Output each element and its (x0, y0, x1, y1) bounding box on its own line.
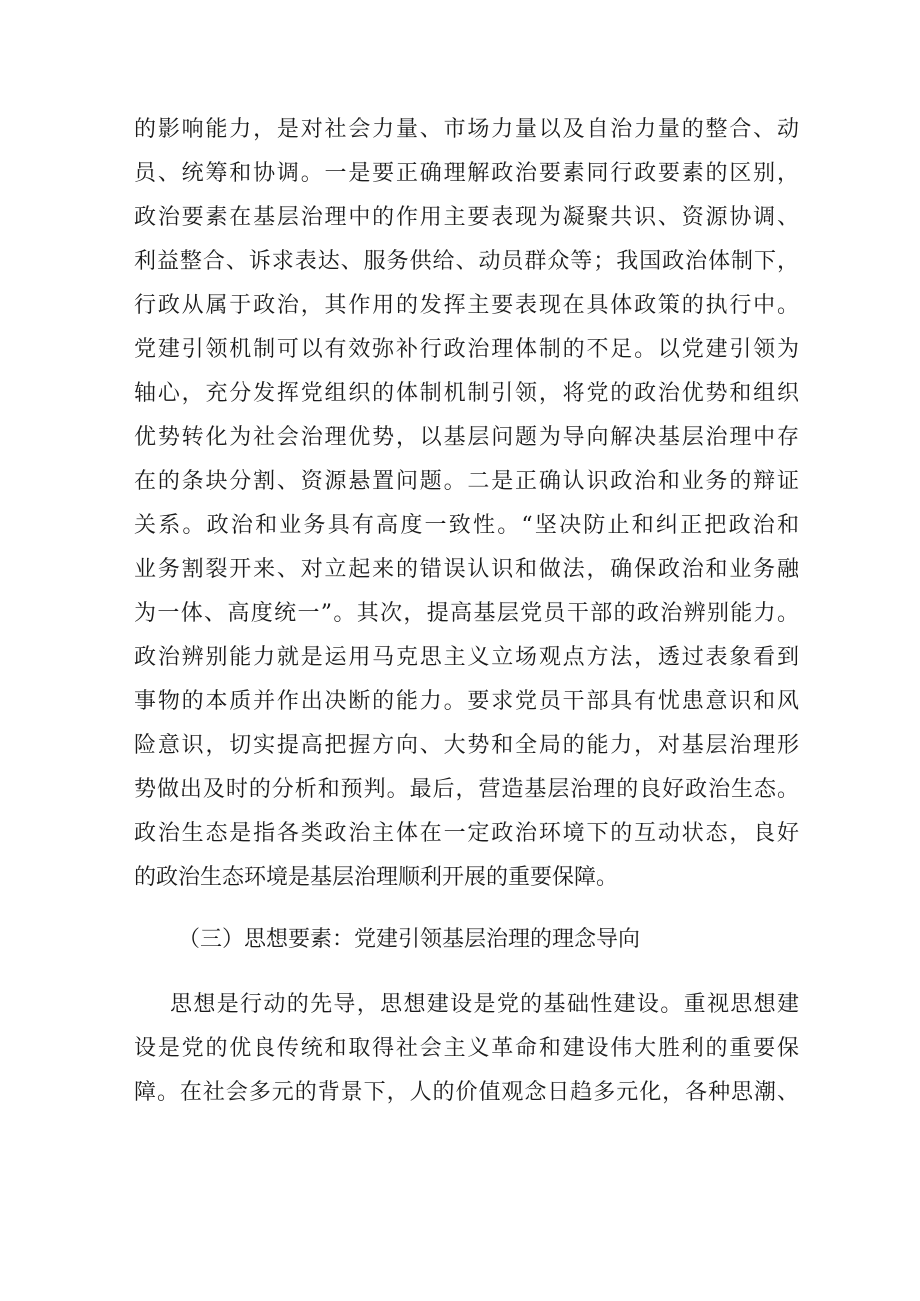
paragraph-1-line-7: 轴心，充分发挥党组织的体制机制引领，将党的政治优势和组织 (134, 381, 799, 406)
paragraph-2-line-3: 障。在社会多元的背景下，人的价值观念日趋多元化，各种思潮、 (134, 1080, 799, 1105)
paragraph-1-line-9: 在的条块分割、资源悬置问题。二是正确认识政治和业务的辩证 (134, 469, 799, 494)
paragraph-1-line-5: 行政从属于政治，其作用的发挥主要表现在具体政策的执行中。 (134, 293, 799, 318)
paragraph-1-line-12: 为一体、高度统一”。其次，提高基层党员干部的政治辨别能力。 (134, 601, 799, 626)
paragraph-2-line-1: 思想是行动的先导，思想建设是党的基础性建设。重视思想建 (170, 992, 799, 1017)
paragraph-1-line-14: 事物的本质并作出决断的能力。要求党员干部具有忧患意识和风 (134, 689, 799, 714)
paragraph-1-line-3: 政治要素在基层治理中的作用主要表现为凝聚共识、资源协调、 (134, 205, 799, 230)
paragraph-1-line-8: 优势转化为社会治理优势，以基层问题为导向解决基层治理中存 (134, 425, 799, 450)
paragraph-1-line-11: 业务割裂开来、对立起来的错误认识和做法，确保政治和业务融 (134, 557, 799, 582)
paragraph-1-line-15: 险意识，切实提高把握方向、大势和全局的能力，对基层治理形 (134, 733, 799, 758)
paragraph-1-line-17: 政治生态是指各类政治主体在一定政治环境下的互动状态，良好 (134, 821, 799, 846)
paragraph-2-line-2: 设是党的优良传统和取得社会主义革命和建设伟大胜利的重要保 (134, 1036, 799, 1061)
paragraph-1-line-4: 利益整合、诉求表达、服务供给、动员群众等；我国政治体制下， (134, 249, 799, 274)
paragraph-1-line-1: 的影响能力，是对社会力量、市场力量以及自治力量的整合、动 (134, 117, 799, 142)
paragraph-1-line-2: 员、统筹和协调。一是要正确理解政治要素同行政要素的区别， (134, 161, 799, 186)
paragraph-1-line-10: 关系。政治和业务具有高度一致性。“坚决防止和纠正把政治和 (134, 513, 799, 538)
paragraph-1-line-16: 势做出及时的分析和预判。最后，营造基层治理的良好政治生态。 (134, 777, 799, 802)
paragraph-1-line-6: 党建引领机制可以有效弥补行政治理体制的不足。以党建引领为 (134, 337, 799, 362)
section-heading: （三）思想要素：党建引领基层治理的理念导向 (178, 927, 641, 952)
paragraph-1-line-13: 政治辨别能力就是运用马克思主义立场观点方法，透过表象看到 (134, 645, 799, 670)
paragraph-1-line-18: 的政治生态环境是基层治理顺利开展的重要保障。 (134, 865, 619, 890)
